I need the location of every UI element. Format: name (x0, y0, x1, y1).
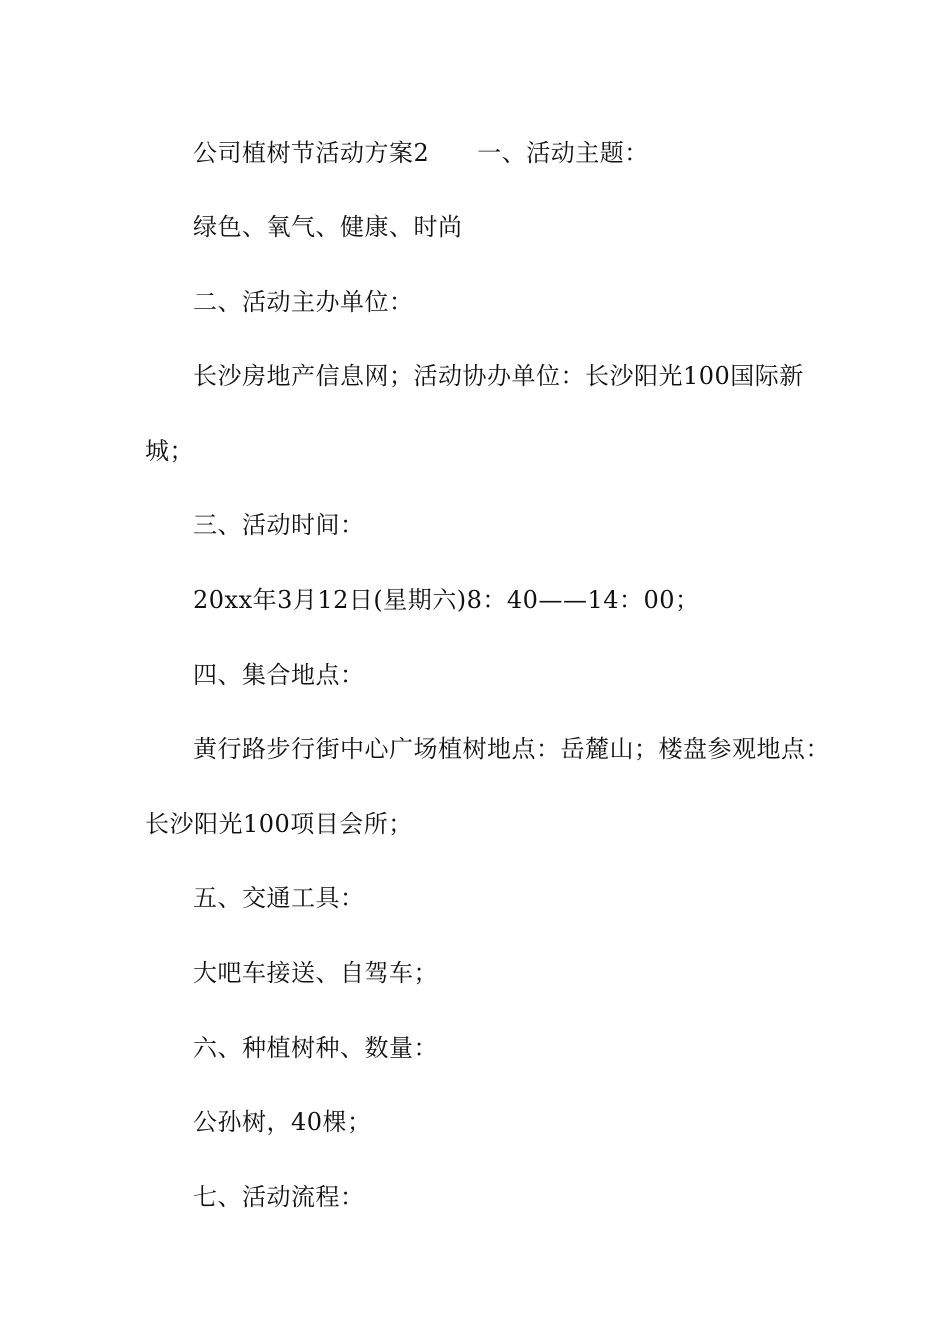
section-heading-process: 七、活动流程： (193, 1183, 365, 1211)
section-heading-location: 四、集合地点： (193, 661, 365, 689)
location-text: 黄行路步行街中心广场植树地点：岳麓山；楼盘参观地点： (193, 735, 830, 763)
section-heading-time: 三、活动时间： (193, 511, 365, 539)
title-line (193, 138, 649, 168)
time-text: 20xx年3月12日(星期六)8：40——14：00； (193, 586, 700, 614)
organizer-text: 长沙房地产信息网；活动协办单位：长沙阳光100国际新 (193, 362, 804, 390)
section-heading-trees: 六、种植树种、数量： (193, 1034, 438, 1062)
section-heading-theme: 一、活动主题： (477, 139, 649, 167)
organizer-text-continued: 城； (145, 437, 194, 465)
trees-text: 公孙树，40棵； (193, 1108, 372, 1136)
transport-text: 大吧车接送、自驾车； (193, 959, 438, 987)
section-heading-transport: 五、交通工具： (193, 884, 365, 912)
section-heading-organizer: 二、活动主办单位： (193, 288, 414, 316)
document-title: 公司植树节活动方案2 (193, 139, 430, 167)
theme-text: 绿色、氧气、健康、时尚 (193, 213, 463, 241)
location-text-continued: 长沙阳光100项目会所； (145, 810, 413, 838)
